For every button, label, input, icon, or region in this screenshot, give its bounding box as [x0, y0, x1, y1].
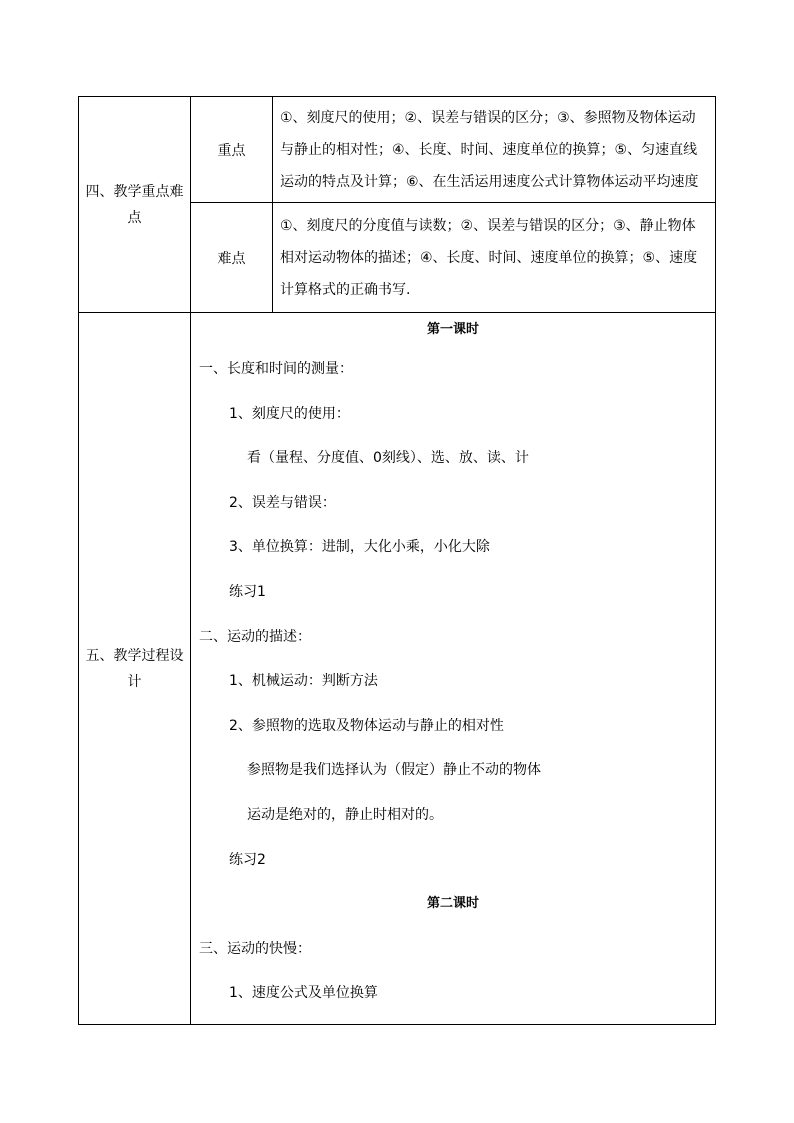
item-unit-conversion: 3、单位换算：进制，大化小乘，小化大除 [229, 539, 490, 556]
heading-length-time: 一、长度和时间的测量： [199, 361, 353, 377]
key-points-label: 重点 [191, 97, 273, 203]
item-error-mistake: 2、误差与错误： [229, 494, 336, 511]
process-row [79, 313, 716, 1025]
lesson-2-heading: 第二课时 [426, 896, 479, 912]
exercise-1: 练习1 [229, 583, 266, 600]
difficult-points-label: 难点 [191, 203, 273, 313]
heading-speed: 三、运动的快慢： [199, 940, 311, 957]
process-content [191, 313, 716, 1025]
heading-motion-description: 二、运动的描述： [199, 628, 311, 645]
section4-label: 四、教学重点难点 [79, 97, 191, 313]
key-points-row [79, 97, 716, 203]
item-ruler-use: 1、刻度尺的使用： [229, 405, 350, 422]
item-ruler-steps: 看（量程、分度值、0刻线）、选、放、读、计 [247, 450, 529, 467]
section5-label: 五、教学过程设计 [79, 313, 191, 1025]
lesson-plan-table [78, 96, 716, 1025]
exercise-2: 练习2 [229, 851, 266, 868]
difficult-points-text: ①、刻度尺的分度值与读数；②、误差与错误的区分；③、静止物体相对运动物体的描述；④、长度、时间、速度单位的换算；⑤、速度计算格式的正确书写. [273, 203, 716, 313]
item-mechanical-motion: 1、机械运动：判断方法 [229, 673, 378, 690]
item-speed-formula: 1、速度公式及单位换算 [229, 985, 378, 1002]
key-points-text: ①、刻度尺的使用；②、误差与错误的区分；③、参照物及物体运动与静止的相对性；④、长度、时间、速度单位的换算；⑤、匀速直线运动的特点及计算；⑥、在生活运用速度公式计算物体运动平均速度 [273, 97, 716, 203]
item-reference-frame: 2、参照物的选取及物体运动与静止的相对性 [229, 717, 504, 734]
lesson-1-heading: 第一课时 [426, 322, 479, 337]
item-reference-definition: 参照物是我们选择认为（假定）静止不动的物体 [247, 762, 541, 779]
item-motion-relativity: 运动是绝对的，静止时相对的。 [247, 806, 443, 823]
